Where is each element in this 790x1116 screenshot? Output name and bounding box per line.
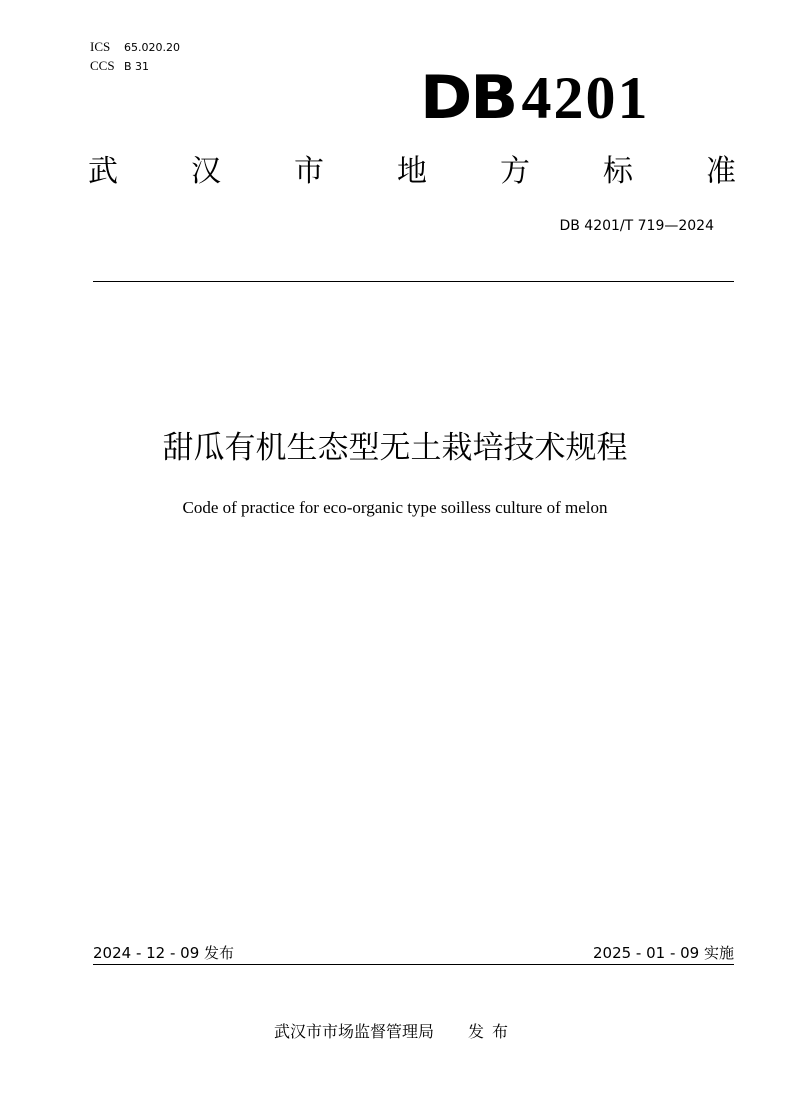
document-title-english: Code of practice for eco-organic type soilless culture of melon xyxy=(182,498,608,517)
ics-label: ICS xyxy=(90,39,111,54)
ccs-label: CCS xyxy=(90,58,115,73)
issue-date: 2024 - 12 - 09 发布 xyxy=(93,944,235,962)
ics-classification xyxy=(90,40,180,53)
standard-prefix-letters: DB xyxy=(420,63,517,133)
standard-type-char: 准 xyxy=(706,154,736,189)
standard-code-logo xyxy=(420,63,650,133)
standard-type-char: 汉 xyxy=(191,154,221,189)
standard-number: DB 4201/T 719—2024 xyxy=(559,218,714,234)
standard-type-char: 地 xyxy=(397,154,427,189)
header-divider xyxy=(93,281,734,282)
issuer-name: 武汉市市场监督管理局 xyxy=(273,1022,434,1041)
standard-type-heading xyxy=(88,152,736,192)
ics-code: 65.020.20 xyxy=(124,41,180,54)
standard-type-char: 市 xyxy=(294,154,324,189)
ccs-code: B 31 xyxy=(124,60,150,73)
ccs-classification xyxy=(90,59,149,72)
issuer-action: 发布 xyxy=(468,1022,517,1041)
document-title-chinese: 甜瓜有机生态型无土栽培技术规程 xyxy=(162,430,628,466)
standard-type-char: 方 xyxy=(500,154,530,189)
standard-prefix-number: 4201 xyxy=(521,65,650,131)
standard-type-char: 标 xyxy=(603,154,633,189)
implementation-date: 2025 - 01 - 09 实施 xyxy=(592,944,734,962)
standard-type-char: 武 xyxy=(88,154,118,189)
footer-divider xyxy=(93,964,734,965)
issuer-statement xyxy=(0,1019,790,1042)
